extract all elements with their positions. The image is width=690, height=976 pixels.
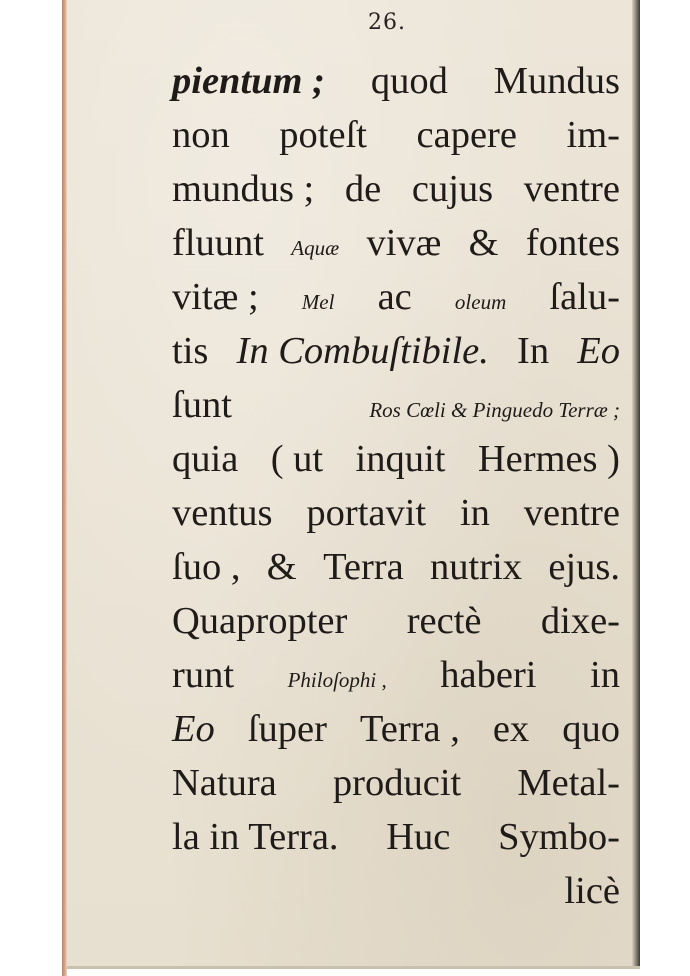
word: mundus ; [172,168,315,210]
word: Eo [172,708,215,750]
text-line-15 [172,810,620,864]
catchword: licè [564,870,620,912]
text-line-7 [172,378,620,432]
word: fontes [525,222,620,264]
page-bottom-edge [67,966,640,969]
word: nutrix [430,546,523,588]
word: pientum ; [172,60,325,102]
word: In [517,330,550,372]
word: & [266,546,297,588]
word: oleum [454,290,507,314]
text-line-6 [172,324,620,378]
word: portavit [306,492,427,534]
word: ventus [172,492,273,534]
word: ( ut [270,438,324,480]
word: & [468,222,499,264]
text-line-14 [172,756,620,810]
word: tis [172,330,209,372]
word: in [590,654,620,696]
word: Natura [172,762,277,804]
word: Hermes ) [477,438,620,480]
word: capere [416,114,517,156]
text-line-2 [172,108,620,162]
word: Metal- [517,762,620,804]
word: ventre [523,492,620,534]
word: ſunt [172,384,232,426]
word: Eo [577,330,620,372]
page-number: 26. [368,10,406,35]
text-line-4 [172,216,620,270]
word: quod [370,60,448,102]
word: rectè [406,600,482,642]
text-line-3 [172,162,620,216]
word: dixe- [540,600,620,642]
text-line-13 [172,702,620,756]
text-line-11 [172,594,620,648]
word: In Combuſtibile. [236,330,489,372]
word: poteſt [279,114,367,156]
word: Symbo- [498,816,620,858]
word: in [459,492,490,534]
word: fluunt [172,222,264,264]
text-line-8 [172,432,620,486]
word: la in Terra. [172,816,339,858]
word: vivæ [366,222,442,264]
word: vitæ ; [172,276,259,318]
word: ejus. [548,546,620,588]
page-right-edge [632,0,640,968]
word: inquit [355,438,446,480]
word: runt [172,654,235,696]
word: Mel [301,290,335,314]
word: Philoſophi , [287,668,387,692]
text-line-10 [172,540,620,594]
word: quo [562,708,620,750]
word: quia [172,438,239,480]
word: non [172,114,230,156]
word: Terra [323,546,404,588]
word: im- [566,114,620,156]
word: ventre [523,168,620,210]
text-line-12 [172,648,620,702]
word: ſuper [247,708,327,750]
word: Terra , [359,708,460,750]
text-line-1 [172,54,620,108]
word: ex [492,708,530,750]
catchword-line [172,864,620,918]
word: ac [377,276,412,318]
word: cujus [411,168,494,210]
word: producit [332,762,462,804]
word: ſuo , [172,546,241,588]
word: de [344,168,382,210]
text-line-9 [172,486,620,540]
word: Quapropter [172,600,348,642]
word: Ros Cœli & Pinguedo Terræ ; [369,398,620,422]
word: ſalu- [549,276,620,318]
word: haberi [440,654,537,696]
word: Aquæ [291,236,340,260]
text-line-5 [172,270,620,324]
word: Huc [386,816,451,858]
word: Mundus [493,60,620,102]
